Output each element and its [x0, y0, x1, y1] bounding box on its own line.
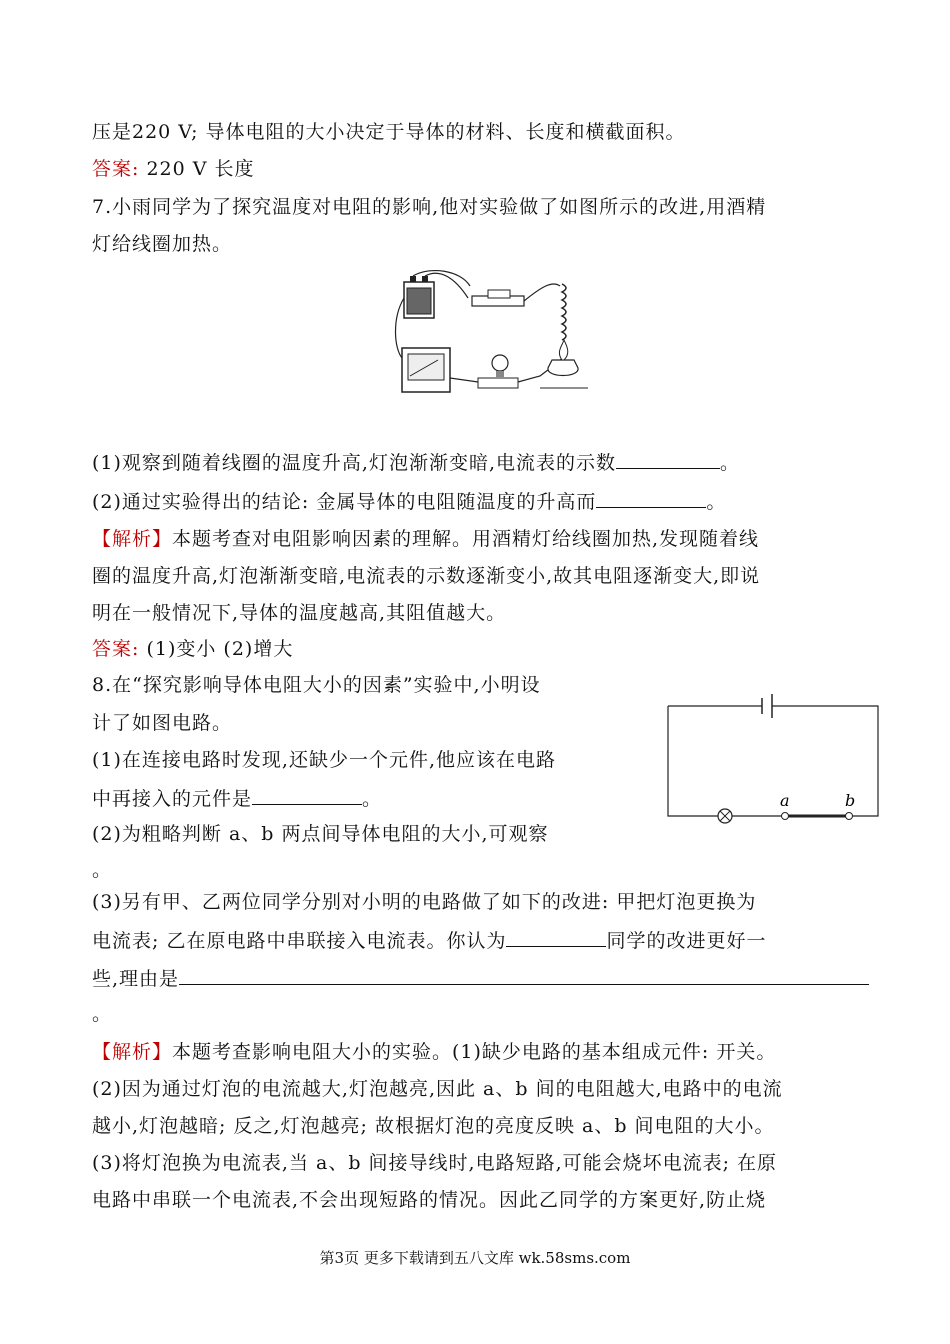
question-8-1: (1)在连接电路时发现,还缺少一个元件,他应该在电路 — [92, 749, 556, 771]
question-8-3: 。 — [92, 1003, 113, 1025]
analysis-8: 电路中串联一个电流表,不会出现短路的情况。因此乙同学的方案更好,防止烧 — [92, 1189, 767, 1211]
analysis-7: 圈的温度升高,灯泡渐渐变暗,电流表的示数逐渐变小,故其电阻逐渐变大,即说 — [92, 565, 761, 587]
answer-label: 答案: — [92, 638, 140, 660]
answer-blank[interactable] — [252, 786, 362, 805]
question-7-line: 灯给线圈加热。 — [92, 233, 233, 255]
question-8-line: 8.在“探究影响导体电阻大小的因素”实验中,小明设 — [92, 674, 541, 696]
question-7-line: 7.小雨同学为了探究温度对电阻的影响,他对实验做了如图所示的改进,用酒精 — [92, 196, 767, 218]
answer-blank[interactable] — [616, 450, 720, 469]
answer-blank[interactable] — [179, 966, 869, 985]
analysis-tag: 【解析】 — [92, 528, 173, 550]
question-7-1: (1)观察到随着线圈的温度升高,灯泡渐渐变暗,电流表的示数 。 — [92, 452, 741, 474]
apparatus-figure — [380, 268, 600, 398]
text-line: 压是220 V; 导体电阻的大小决定于导体的材料、长度和横截面积。 — [92, 121, 686, 143]
analysis-7: 明在一般情况下,导体的温度越高,其阻值越大。 — [92, 602, 507, 624]
answer-blank[interactable] — [506, 928, 606, 947]
question-8-3: 电流表; 乙在原电路中串联接入电流表。你认为 同学的改进更好一 — [92, 930, 767, 952]
question-8-2: 。 — [92, 859, 113, 881]
question-8-3: (3)另有甲、乙两位同学分别对小明的电路做了如下的改进: 甲把灯泡更换为 — [92, 891, 757, 913]
question-8-2: (2)为粗略判断 a、b 两点间导体电阻的大小,可观察 — [92, 823, 549, 845]
analysis-8: 越小,灯泡越暗; 反之,灯泡越亮; 故根据灯泡的亮度反映 a、b 间电阻的大小。 — [92, 1115, 775, 1137]
analysis-8: 【解析】本题考查影响电阻大小的实验。(1)缺少电路的基本组成元件: 开关。 — [92, 1041, 777, 1063]
page-footer: 第3页 更多下载请到五八文库 wk.58sms.com — [319, 1249, 631, 1267]
question-7-2: (2)通过实验得出的结论: 金属导体的电阻随温度的升高而 。 — [92, 491, 727, 513]
question-8-3: 些,理由是 — [92, 966, 869, 991]
label-a: a — [780, 791, 790, 810]
analysis-tag: 【解析】 — [92, 1041, 173, 1063]
answer-label: 答案: — [92, 158, 140, 180]
label-b: b — [845, 791, 856, 810]
analysis-8: (3)将灯泡换为电流表,当 a、b 间接导线时,电路短路,可能会烧坏电流表; 在原 — [92, 1152, 778, 1174]
answer-line: 答案: 220 V 长度 — [92, 158, 255, 180]
analysis-8: (2)因为通过灯泡的电流越大,灯泡越亮,因此 a、b 间的电阻越大,电路中的电流 — [92, 1078, 783, 1100]
circuit-diagram — [664, 692, 884, 824]
analysis-7: 【解析】本题考查对电阻影响因素的理解。用酒精灯给线圈加热,发现随着线 — [92, 528, 760, 550]
question-8-line: 计了如图电路。 — [92, 712, 233, 734]
question-8-1: 中再接入的元件是 。 — [92, 788, 383, 810]
answer-blank[interactable] — [596, 489, 706, 508]
answer-line: 答案: (1)变小 (2)增大 — [92, 638, 294, 660]
